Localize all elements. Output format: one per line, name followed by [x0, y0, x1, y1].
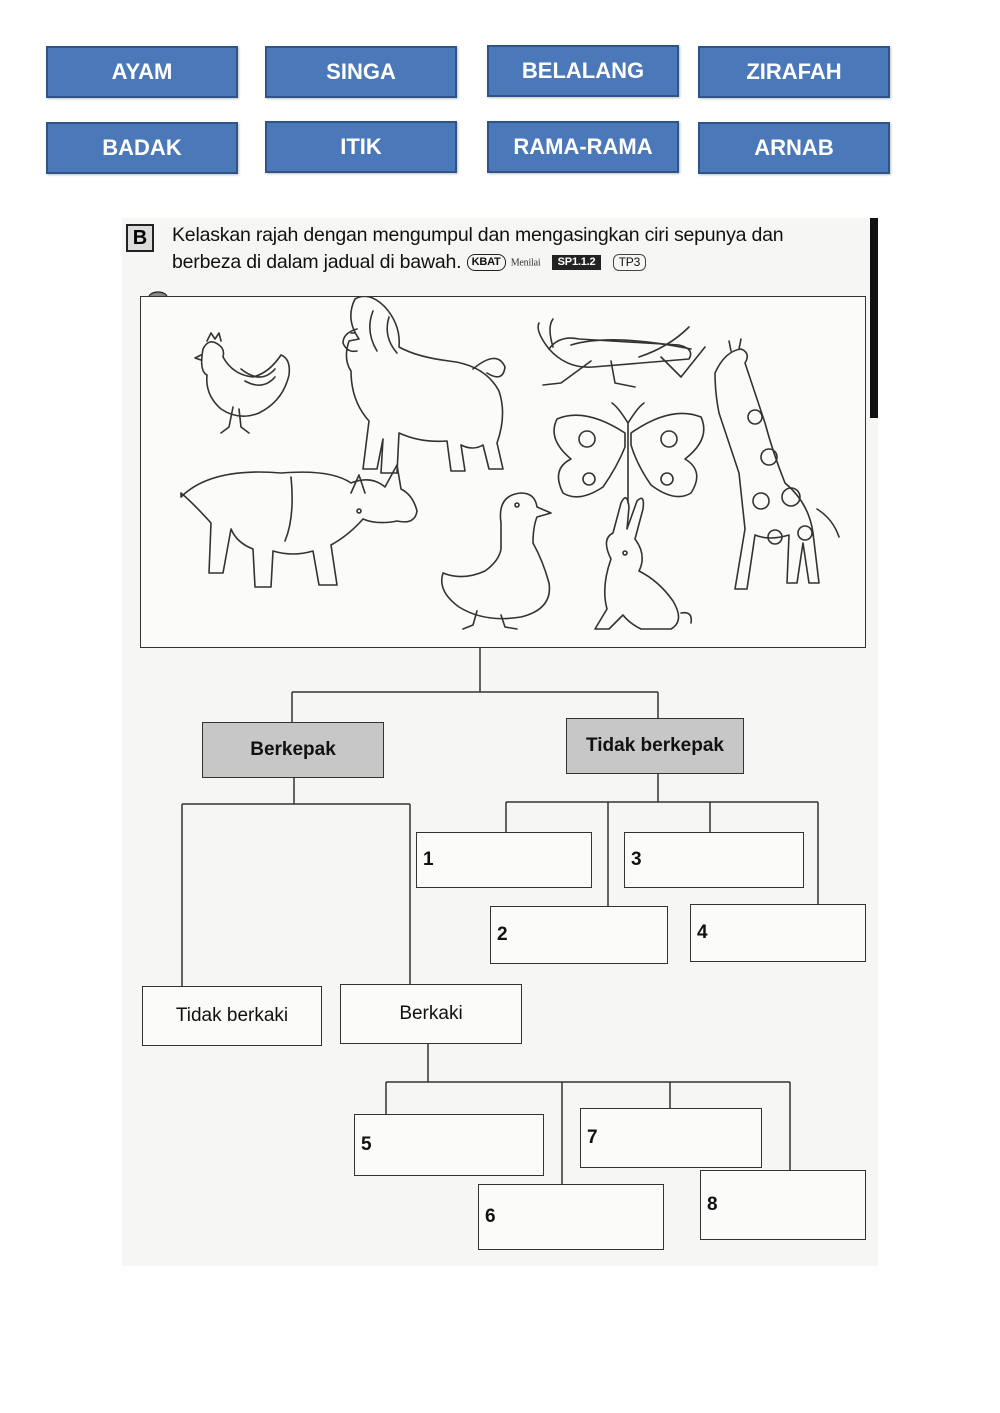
answer-box-2[interactable]: [490, 906, 668, 964]
answer-box-5[interactable]: [354, 1114, 544, 1176]
worksheet-scan: [122, 218, 878, 1266]
section-badge: B: [126, 224, 154, 252]
category-tidak-berkaki: Tidak berkaki: [142, 986, 322, 1046]
answer-number: 4: [697, 922, 708, 943]
category-tidak-berkepak: Tidak berkepak: [566, 718, 744, 774]
chip-belalang[interactable]: BELALANG: [487, 45, 679, 97]
menilai-tag: Menilai: [510, 257, 541, 269]
answer-number: 5: [361, 1134, 372, 1155]
chip-rama-rama[interactable]: RAMA-RAMA: [487, 121, 679, 173]
chip-itik[interactable]: ITIK: [265, 121, 457, 173]
answer-number: 6: [485, 1206, 496, 1227]
answer-box-7[interactable]: [580, 1108, 762, 1168]
answer-box-3[interactable]: [624, 832, 804, 888]
chip-badak[interactable]: BADAK: [46, 122, 238, 174]
answer-number: 7: [587, 1127, 598, 1148]
answer-number: 2: [497, 924, 508, 945]
answer-box-8[interactable]: [700, 1170, 866, 1240]
chip-ayam[interactable]: AYAM: [46, 46, 238, 98]
chip-arnab[interactable]: ARNAB: [698, 122, 890, 174]
tp-tag: TP3: [613, 254, 646, 271]
chip-singa[interactable]: SINGA: [265, 46, 457, 98]
answer-box-6[interactable]: [478, 1184, 664, 1250]
sp-tag: SP1.1.2: [552, 255, 602, 270]
instruction-body: Kelaskan rajah dengan mengumpul dan mengasingkan ciri sepunya dan berbeza di dalam jadual di bawah.: [172, 224, 784, 273]
answer-number: 1: [423, 849, 434, 870]
answer-box-4[interactable]: [690, 904, 866, 962]
answer-number: 8: [707, 1194, 718, 1215]
kbat-tag: KBAT: [467, 254, 506, 271]
chip-zirafah[interactable]: ZIRAFAH: [698, 46, 890, 98]
answer-box-1[interactable]: [416, 832, 592, 888]
category-berkaki: Berkaki: [340, 984, 522, 1044]
answer-number: 3: [631, 849, 642, 870]
category-berkepak: Berkepak: [202, 722, 384, 778]
